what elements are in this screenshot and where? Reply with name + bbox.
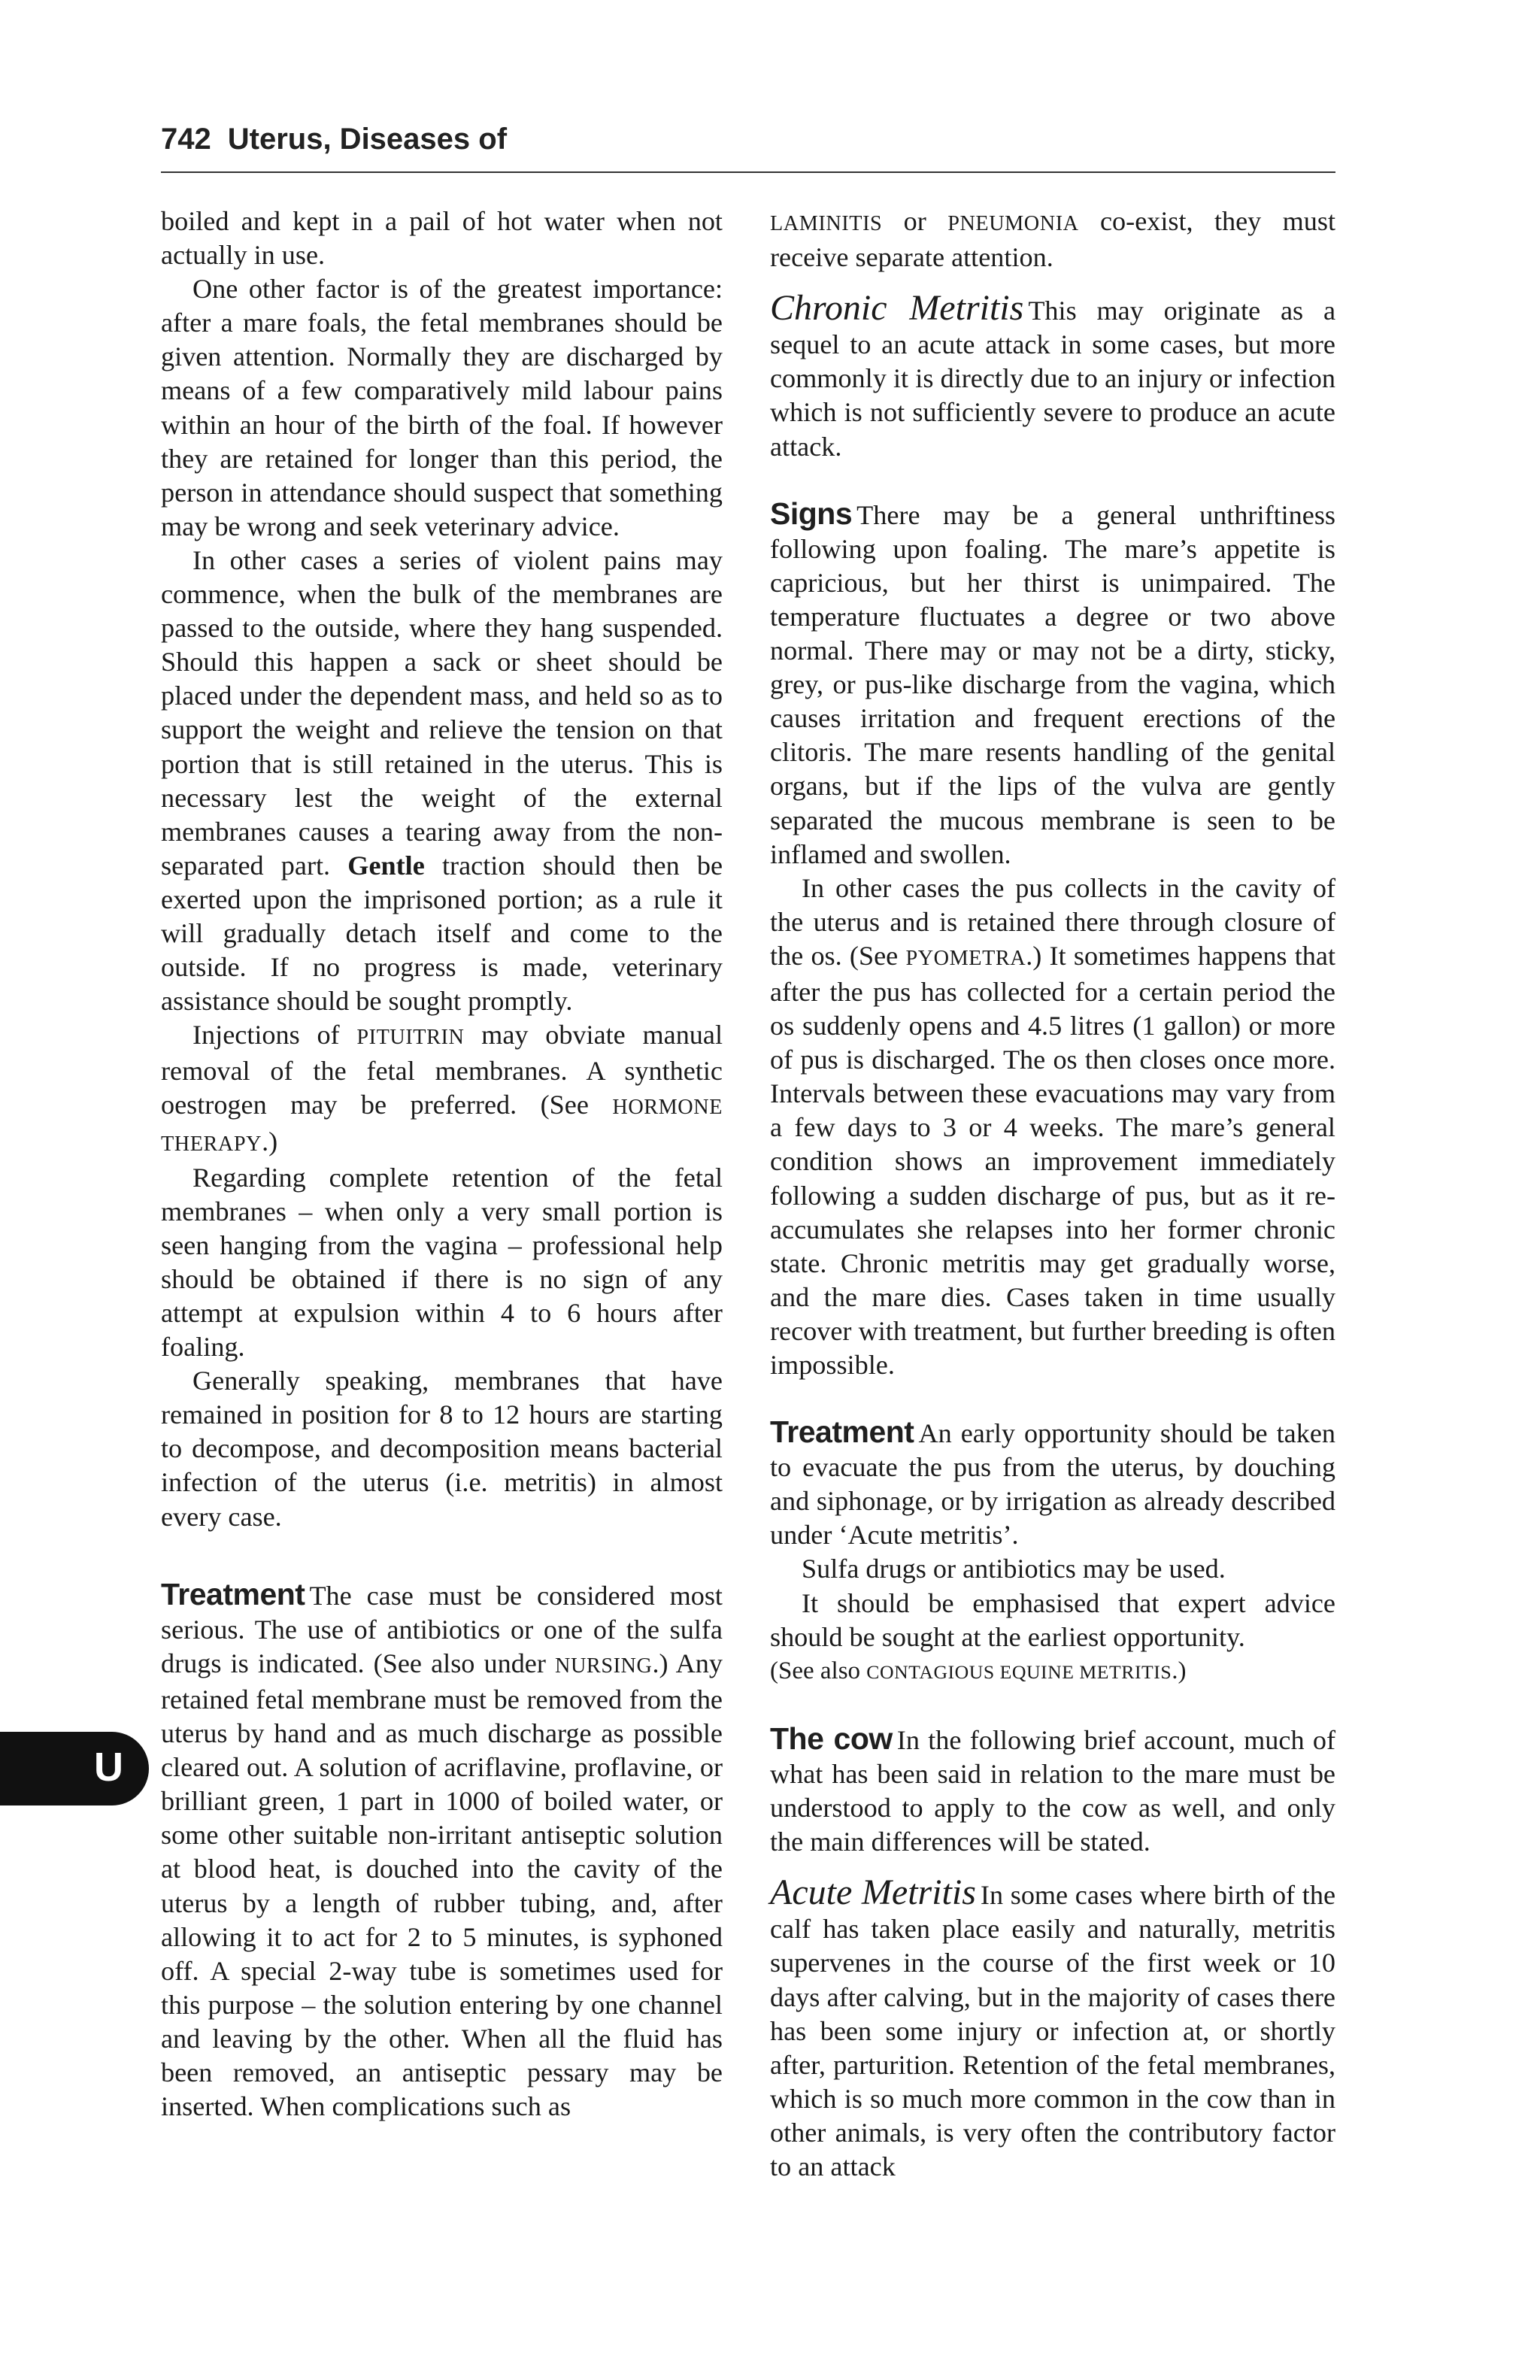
paragraph: In other cases a series of violent pains may commence, when the bulk of the membranes are passed to the outside, where they hang suspended. Should this happen a sack or sheet should be placed under the dependent mass, and held so as to support the weight and relieve the tension on that portion that is still retained in the uterus. This is necessary lest the weight of the external membranes causes a tearing away from the non-separated part. Gentle traction should then be exerted upon the imprisoned portion; as a rule it will gradually detach itself and come to the outside. If no progress is made, veterinary assistance should be sought promptly. (161, 544, 723, 1017)
left-column (161, 205, 723, 2124)
cross-reference: PNEUMONIA (947, 212, 1079, 235)
bold-term: Gentle (347, 850, 425, 881)
thumb-index-letter: U (94, 1745, 123, 1790)
paragraph: boiled and kept in a pail of hot water when not actually in use. (161, 206, 723, 271)
header-rule (161, 171, 1335, 173)
section-heading: Signs (770, 496, 853, 531)
paragraph: Regarding complete retention of the fetal membranes – when only a very small portion is seen hanging from the vagina – professional help should be obtained if there is no sign of any attempt at expulsion within 4 to 6 hours after foaling. (161, 1162, 723, 1363)
thumb-index-tab (0, 1732, 149, 1805)
treatment-paragraph: Treatment The case must be considered most serious. The use of antibiotics or one of the sulfa drugs is indicated. (See also under NURSING.) Any retained fetal membrane must be removed from the uterus by hand and as much discharge as possible cleared out. A solution of acriflavine, proflavine, or brilliant green, 1 part in 1000 of boiled water, or some other suitable non-irritant antiseptic solution at blood heat, is douched into the cavity of the uterus by a length of rubber tubing, and, after allowing it to act for 2 to 5 minutes, is syphoned off. A special 2-way tube is sometimes used for this purpose – the solution entering by one channel and leaving by the other. When all the fluid has been removed, an antiseptic pessary may be inserted. When complications such as (161, 1576, 723, 2122)
cross-reference: PYOMETRA (905, 946, 1026, 970)
paragraph: Sulfa drugs or antibiotics may be used. (802, 1554, 1226, 1584)
subsection-heading: Chronic Metritis (770, 288, 1024, 329)
section-heading: The cow (770, 1721, 893, 1756)
paragraph: Generally speaking, membranes that have remained in position for 8 to 12 hours are starting to decompose, and decomposition means bacterial infection of the uterus (i.e. metritis) in almost every case. (161, 1366, 723, 1532)
section-heading: Treatment (161, 1576, 305, 1611)
cross-reference: NURSING (555, 1654, 653, 1678)
treatment-paragraph: Treatment An early opportunity should be taken to evacuate the pus from the uterus, by douching and siphonage, or by irrigation as already described under ‘Acute metritis’. (770, 1414, 1335, 1551)
signs-paragraph: Signs There may be a general unthriftiness following upon foaling. The mare’s appetite is capricious, but her thirst is unimpaired. The temperature fluctuates a degree or two above normal. There may or may not be a dirty, sticky, grey, or pus-like discharge from the vagina, which causes irritation and frequent erections of the clitoris. The mare resents handling of the genital organs, but if the lips of the vulva are gently separated the mucous membrane is seen to be inflamed and swollen. (770, 496, 1335, 869)
subsection-heading: Acute Metritis (770, 1872, 976, 1913)
cross-reference: HORMONE THERAPY (161, 1096, 723, 1156)
running-head (161, 123, 507, 156)
cow-paragraph: The cow In the following brief account, much of what has been said in relation to the mare must be understood to apply to the cow as well, and only the main differences will be stated. (770, 1721, 1335, 1857)
section-title: Uterus, Diseases of (227, 123, 508, 156)
acute-metritis-paragraph: Acute Metritis In some cases where birth of the calf has taken place easily and naturally, metritis supervenes in the course of the first week or 10 days after calving, but in the majority of cases there has been some injury or infection at, or shortly after, parturition. Retention of the fetal membranes, which is so much more common in the cow than in other animals, is very often the contributory factor to an attack (770, 1872, 1336, 2181)
paragraph: In other cases the pus collects in the cavity of the uterus and is retained there through closure of the os. (See PYOMETRA.) It sometimes happens that after the pus has collected for a certain period the os suddenly opens and 4.5 litres (1 gallon) or more of pus is discharged. The os then closes once more. Intervals between these evacuations may vary from a few days to 3 or 4 weeks. The mare’s general condition shows an improvement immediately following a sudden discharge of pus, but as it re-accumulates she relapses into her former chronic state. Chronic metritis may get gradually worse, and the mare dies. Cases taken in time usually recover with treatment, but further breeding is often impossible. (770, 872, 1336, 1380)
right-column (770, 205, 1335, 2184)
cross-reference: PITUITRIN (356, 1026, 465, 1050)
paragraph: LAMINITIS or PNEUMONIA co-exist, they must receive separate attention. (770, 206, 1336, 273)
cross-reference: CONTAGIOUS EQUINE METRITIS (866, 1660, 1172, 1683)
cross-reference: LAMINITIS (770, 212, 883, 235)
paragraph: One other factor is of the greatest importance: after a mare foals, the fetal membranes should be given attention. Normally they are discharged by means of a few comparatively mild labour pains within an hour of the birth of the foal. If however they are retained for longer than this period, the person in attendance should suspect that something may be wrong and seek veterinary advice. (161, 274, 723, 541)
page-number: 742 (161, 123, 211, 156)
paragraph: Injections of PITUITRIN may obviate manual removal of the fetal membranes. A synthetic oestrogen may be preferred. (See HORMONE THERAPY.) (161, 1020, 723, 1157)
paragraph: It should be emphasised that expert advice should be sought at the earliest opportunity. (770, 1587, 1335, 1652)
see-also: (See also CONTAGIOUS EQUINE METRITIS.) (770, 1657, 1187, 1684)
chronic-metritis-paragraph: Chronic Metritis This may originate as a sequel to an acute attack in some cases, but more commonly it is directly due to an injury or infection which is not sufficiently severe to produce an acute attack. (770, 288, 1335, 462)
section-heading: Treatment (770, 1414, 914, 1450)
